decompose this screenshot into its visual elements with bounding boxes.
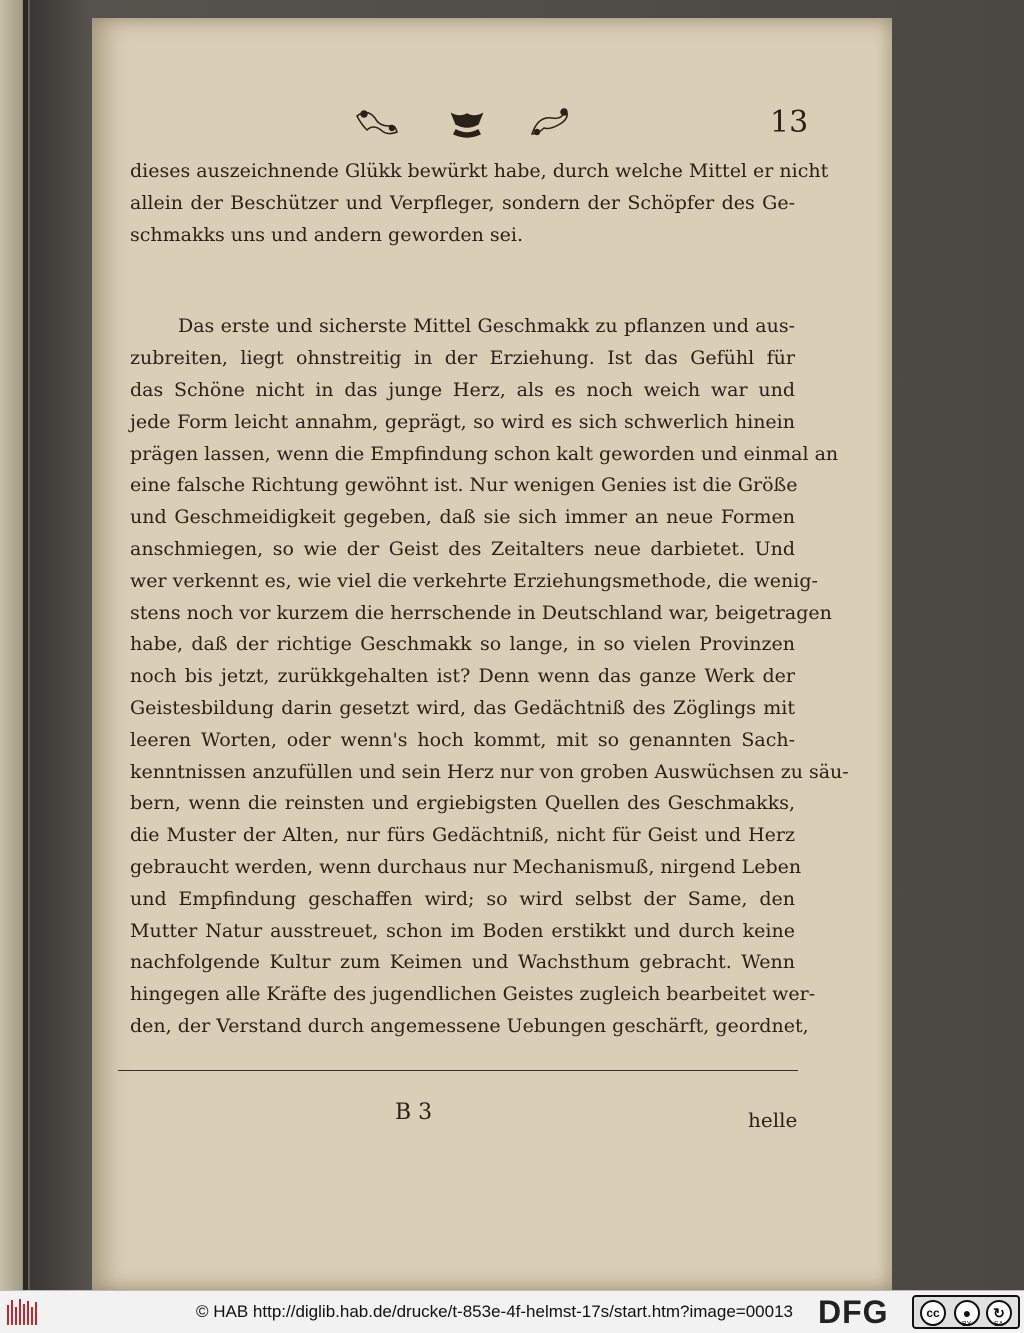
text-line: nachfolgende Kultur zum Keimen und Wachsthum gebracht. Wenn [130, 951, 795, 974]
text-line: leeren Worten, oder wenn's hoch kommt, mit so genannten Sach- [130, 728, 795, 751]
text-line: wer verkennt es, wie viel die verkehrte Erziehungsmethode, die wenig- [130, 569, 818, 592]
text-line: prägen lassen, wenn die Empfindung schon kalt geworden und einmal an [130, 442, 839, 465]
text-line: schmakks uns und andern geworden sei. [130, 223, 524, 246]
text-line: den, der Verstand durch angemessene Uebungen geschärft, geordnet, [130, 1014, 809, 1037]
attribution-person-icon: ● [954, 1300, 980, 1326]
catchword: helle [748, 1108, 798, 1132]
fleuron-ornament-icon [352, 104, 602, 144]
text-line: stens noch vor kurzem die herrschende in Deutschland war, beigetragen [130, 601, 832, 624]
text-line: jede Form leicht annahm, geprägt, so wird es sich schwerlich hinein [130, 410, 795, 433]
text-line: habe, daß der richtige Geschmakk so lange, in so vielen Provinzen [130, 633, 795, 656]
text-line: hingegen alle Kräfte des jugendlichen Geistes zugleich bearbeitet wer- [130, 983, 816, 1006]
text-line: Das erste und sicherste Mittel Geschmakk zu pflanzen und aus- [178, 315, 795, 338]
text-line: und Geschmeidigkeit gegeben, daß sie sich immer an neue Formen [130, 506, 795, 529]
type-rule [118, 1070, 798, 1071]
text-line: das Schöne nicht in das junge Herz, als es noch weich war und [130, 378, 795, 401]
text-line: gebraucht werden, wenn durchaus nur Mechanismuß, nirgend Leben [130, 855, 802, 878]
paragraph-1 [130, 156, 829, 251]
signature-mark: B 3 [395, 1100, 433, 1125]
text-line: bern, wenn die reinsten und ergiebigsten Quellen des Geschmakks, [130, 792, 795, 815]
previous-page-edge [0, 0, 30, 1290]
text-line: die Muster der Alten, nur fürs Gedächtniß, nicht für Geist und Herz [130, 824, 795, 847]
sa-label: SA [994, 1321, 1004, 1328]
cc-icon: cc [920, 1300, 946, 1326]
text-line: dieses auszeichnende Glükk bewürkt habe, durch welche Mittel er nicht [130, 160, 829, 182]
by-label: BY [962, 1321, 972, 1328]
text-line: zubreiten, liegt ohnstreitig in der Erziehung. Ist das Gefühl für [130, 347, 795, 370]
dfg-logo: DFG [818, 1294, 889, 1330]
text-line: und Empfindung geschaffen wird; so wird selbst der Same, den [130, 887, 795, 910]
share-alike-icon: ↻ [986, 1300, 1012, 1326]
viewer-footer [0, 1290, 1024, 1333]
text-line: Geistesbildung darin gesetzt wird, das Gedächtniß des Zöglings mit [130, 696, 795, 719]
text-line: Mutter Natur ausstreuet, schon im Boden erstikkt und durch keine [130, 919, 795, 942]
text-line: noch bis jetzt, zurükkgehalten ist? Denn wenn das ganze Werk der [130, 665, 795, 688]
hab-barcode-logo-icon[interactable] [6, 1297, 40, 1327]
text-line: eine falsche Richtung gewöhnt ist. Nur wenigen Genies ist die Größe [130, 474, 798, 497]
page-body-text [130, 156, 849, 1043]
cc-license-badge[interactable] [912, 1295, 1020, 1329]
paragraph-2-continued [130, 343, 849, 1043]
paragraph-2 [130, 311, 795, 343]
text-line: kenntnissen anzufüllen und sein Herz nur von groben Auswüchsen zu säu- [130, 760, 849, 783]
source-link[interactable]: © HAB http://diglib.hab.de/drucke/t-853e-4f-helmst-17s/start.htm?image=00013 [196, 1302, 793, 1321]
text-line: allein der Beschützer und Verpfleger, sondern der Schöpfer des Ge- [130, 191, 795, 214]
text-line: anschmiegen, so wie der Geist des Zeitalters neue darbietet. Und [130, 537, 795, 560]
page-number: 13 [770, 105, 809, 140]
